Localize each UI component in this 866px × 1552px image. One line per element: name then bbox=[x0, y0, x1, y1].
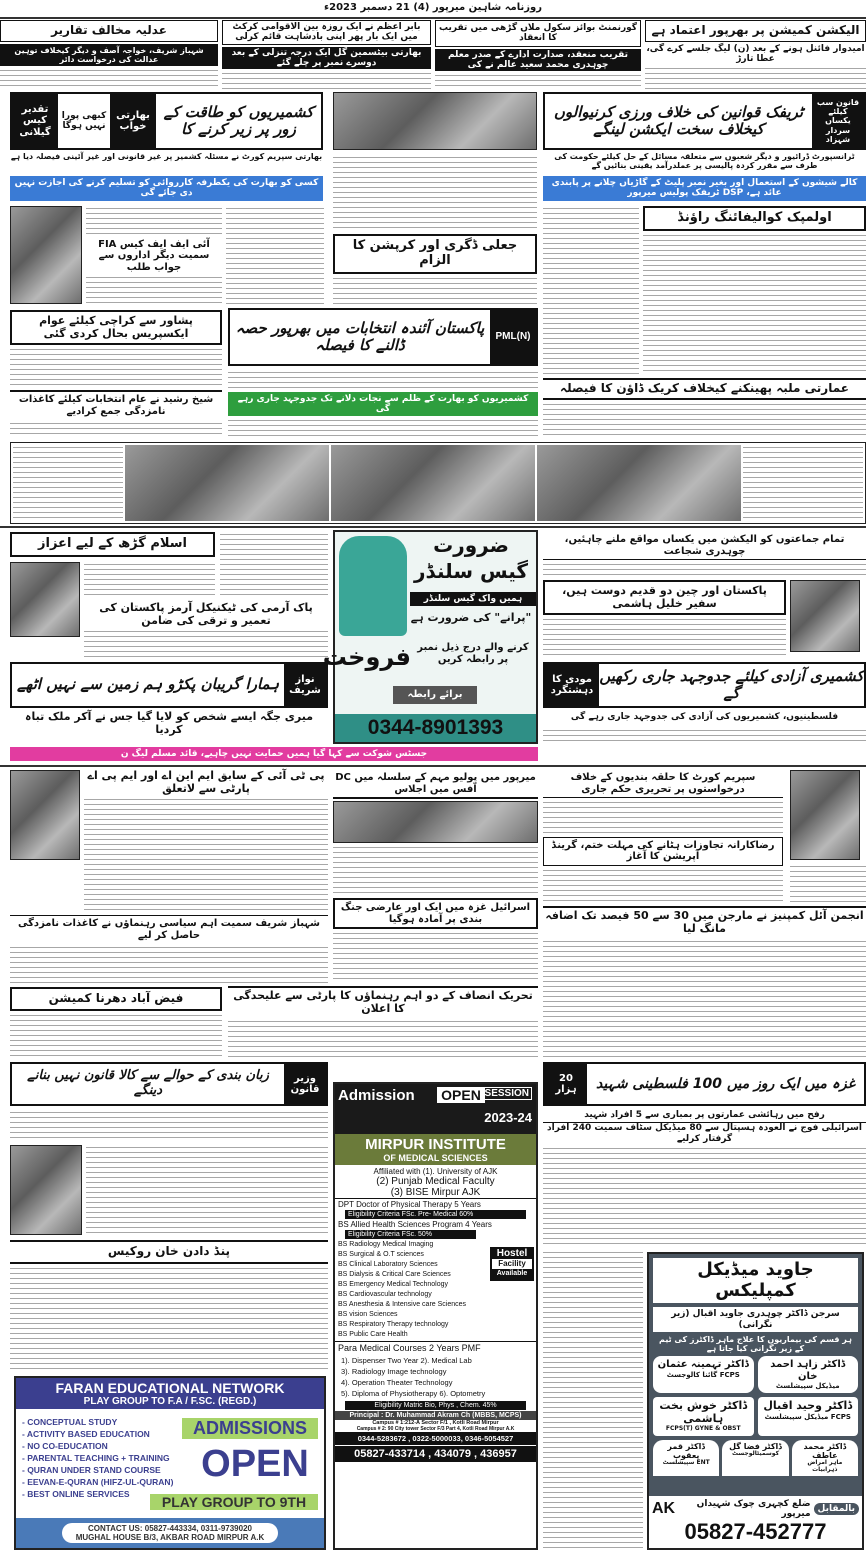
photo-dua-meeting bbox=[333, 92, 537, 150]
photo-group-1 bbox=[125, 445, 329, 521]
headline-israel: اسرائیل غزہ میں ایک اور عارضی جنگ بندی پر آمادہ ہوگیا bbox=[333, 898, 538, 929]
banner-headline: کشمیریوں کو طاقت کے زور پر زیر کرنے کا bbox=[163, 102, 314, 138]
article-body bbox=[333, 845, 538, 896]
headline-pti: پی ٹی آئی کے سابق ایم این اے اور ایم پی اے پارٹی سے لاتعلق bbox=[87, 769, 325, 795]
admission-header bbox=[335, 1084, 536, 1134]
article-body bbox=[543, 562, 866, 576]
mobile-numbers[interactable]: 0344-5283672 , 0322-5000033, 0346-5054527 bbox=[335, 1432, 536, 1445]
headline-army: پاک آرمی کی ٹیکنیکل آرمز پاکستان کی تعمیر و ترقی کی ضامن bbox=[99, 601, 313, 627]
banner-headline: ٹریفک قوانین کی خلاف ورزی کرنیوالوں کیخلاف سخت ایکشن لینگے bbox=[553, 102, 804, 138]
course: BS Clinical Laboratory Sciences bbox=[338, 1261, 438, 1268]
article-pti2 bbox=[228, 986, 538, 1058]
article-body bbox=[84, 797, 328, 911]
strip-india-court: بھارتی سپریم کورٹ نے مسئلہ کشمیر پر غیر قانونی اور غیر آئینی فیصلہ دیا ہے bbox=[10, 152, 323, 161]
doctor-name: ڈاکٹر خوش بخت ہاشمی bbox=[659, 1399, 748, 1426]
article-body bbox=[645, 66, 866, 90]
faran-header bbox=[16, 1378, 324, 1409]
ad-mirpur-institute bbox=[333, 1082, 538, 1550]
ad-faran-network bbox=[14, 1376, 326, 1550]
headline: بابر اعظم نے ایک روزہ بین الاقوامی کرکٹ میں ایک بار پھر اپنی بادشاہت قائم کرلی bbox=[222, 20, 431, 45]
headline-awam: پشاور سے کراچی کیلئے عوام ایکسپریس بحال کردی گئی bbox=[10, 310, 222, 345]
feature: - CONCEPTUAL STUDY bbox=[22, 1417, 118, 1427]
course: BS Surgical & O.T sciences bbox=[338, 1251, 424, 1258]
feature: - ACTIVITY BASED EDUCATION bbox=[22, 1429, 150, 1439]
article-body bbox=[220, 532, 328, 598]
headline-tajawuzat: رضاکارانہ تجاوزات ہٹانے کی مہلت ختم، گرینڈ آپریشن کا آغاز bbox=[543, 837, 783, 866]
doctor-row bbox=[649, 1436, 862, 1480]
article-body bbox=[86, 275, 222, 306]
gas-ad-contact-label: برائے رابطہ bbox=[393, 686, 477, 704]
nawaz-quote: میری جگہ ایسے شخص کو لایا گیا جس نے آکر ملک تباہ کردیا bbox=[25, 710, 313, 736]
banner-headline: پاکستان آئندہ انتخابات میں بھرپور حصہ ڈالنے کا فیصلہ bbox=[235, 318, 485, 354]
javed-tag: زیر نگرانی bbox=[671, 1309, 773, 1330]
article-body bbox=[10, 421, 222, 438]
banner-gaza bbox=[543, 1062, 866, 1106]
banner-kashmir bbox=[10, 92, 323, 150]
gas-ad-need: "پرانے" کی ضرورت ہے bbox=[410, 611, 532, 624]
javed-footer bbox=[649, 1496, 862, 1548]
article-body bbox=[543, 1146, 866, 1246]
subheadline: امیدوار فائنل ہونے کے بعد (ن) لیگ جلسے کرے گی، عطا تارڑ bbox=[646, 43, 865, 65]
opposite-label: بالمقابل bbox=[814, 1503, 859, 1515]
article-court bbox=[543, 770, 783, 902]
article-malba bbox=[543, 378, 866, 438]
article-faizabad bbox=[10, 987, 222, 1058]
banner-side bbox=[812, 94, 864, 148]
banner-law bbox=[10, 1062, 328, 1106]
gas-ad-sell: فروخت bbox=[322, 643, 411, 671]
headline-polio: میرپور میں پولیو مہم کے سلسلہ میں DC آفس میں اجلاس bbox=[333, 770, 538, 799]
javed-address: ضلع کچہری چوک شہیداں میرپور bbox=[696, 1499, 811, 1519]
strip-transport: ٹرانسپورٹ ڈرائیور و دیگر شعبوں سے متعلقہ مسائل کے حل کیلئے حکومت کی طرف سے مقرر کردہ پالیسی پر عملدرآمد یقینی بنائیں گے bbox=[554, 152, 855, 171]
headline-pti2: تحریک انصاف کے دو اہم رہنماؤں کا پارٹی سے علیحدگی کا اعلان bbox=[228, 986, 538, 1017]
javed-title: جاوید میڈیکل کمپلیکس bbox=[653, 1258, 858, 1303]
course: BS Cardiovascular technology bbox=[338, 1291, 432, 1298]
article-body bbox=[743, 445, 863, 521]
article-body bbox=[222, 71, 431, 90]
article-body bbox=[333, 931, 538, 982]
article-body bbox=[543, 1250, 643, 1550]
photo-group-3 bbox=[537, 445, 741, 521]
gas-ad-title2: گیس سلنڈر bbox=[413, 559, 529, 583]
photo-official bbox=[790, 770, 860, 860]
para-list bbox=[335, 1354, 536, 1400]
headline-court: سپریم کورٹ کا حلقہ بندیوں کے خلاف درخواستوں پر تحریری حکم جاری bbox=[543, 770, 783, 798]
article-china bbox=[543, 580, 786, 658]
headline-shujaat: تمام جماعتوں کو الیکشن میں یکساں مواقع ملنے چاہئیں، چوہدری شجاعت bbox=[543, 532, 866, 560]
doctor-name: ڈاکٹر زاہد احمد خان bbox=[770, 1359, 846, 1382]
article-body bbox=[86, 206, 222, 237]
banner-side: مودی کا دہشتگرد bbox=[545, 664, 599, 706]
gas-cylinder-image bbox=[339, 536, 407, 636]
article-green bbox=[228, 370, 538, 438]
article-body bbox=[10, 1013, 222, 1058]
faran-address: MUGHAL HOUSE B/3, AKBAR ROAD MIRPUR A.K bbox=[75, 1533, 265, 1542]
doctor-spec: ENT سپیشلسٹ bbox=[662, 1459, 710, 1467]
program-2: BS Allied Health Sciences Program 4 Years bbox=[338, 1220, 492, 1229]
doctor-grid bbox=[649, 1356, 862, 1435]
article-body bbox=[226, 206, 324, 304]
eligibility-3: Eligibility Matric Bio, Phys , Chem. 45% bbox=[345, 1401, 526, 1410]
photo-woman bbox=[10, 206, 82, 304]
course: BS Radiology Medical Imaging bbox=[338, 1241, 434, 1248]
session-label: SESSION bbox=[482, 1087, 532, 1100]
course: BS Anesthesia & Intensive care Sciences bbox=[338, 1301, 467, 1308]
article-body bbox=[333, 155, 537, 230]
strip-palestine: فلسطینیوں، کشمیریوں کی آزادی کی جدوجہد جاری رہے گی bbox=[570, 712, 839, 722]
strip-green: کشمیریوں کو بھارت کے ظلم سے نجات دلانے تک جدوجہد جاری رہے گی bbox=[228, 392, 538, 417]
article-pind bbox=[10, 1240, 328, 1372]
campus-1: Campus # 1:212-A Sector F/1 , Kotli Road Mirpur bbox=[372, 1420, 499, 1426]
strip-blue: کسی کو بھارت کی یکطرفہ کارروائی کو تسلیم کرنے کی اجازت نہیں دی جائے گی bbox=[10, 176, 323, 201]
principal: Principal : Dr. Muhammad Akram Ch (MBBS, MCPS) bbox=[335, 1411, 536, 1420]
feature: - PARENTAL TEACHING + TRAINING bbox=[22, 1453, 170, 1463]
course: BS Dialysis & Critical Care Sciences bbox=[338, 1271, 451, 1278]
javed-line: ہر قسم کی بیماریوں کا علاج ماہر ڈاکٹرز کی ٹیم کے زیر نگرانی کیا جاتا ہے bbox=[659, 1335, 852, 1354]
photo-polio-meeting bbox=[333, 801, 538, 843]
banner-name: سردار شہزاد bbox=[825, 125, 851, 144]
doctor-spec: کوسمیٹالوجسٹ bbox=[731, 1449, 780, 1457]
faran-title: FARAN EDUCATIONAL NETWORK bbox=[55, 1380, 285, 1396]
feature: - BEST ONLINE SERVICES bbox=[22, 1489, 130, 1499]
doctor-spec: میڈیکل سپیشلسٹ bbox=[775, 1382, 840, 1391]
masthead-date: روزنامہ شاہین میرپور (4) 21 دسمبر 2023ء bbox=[324, 2, 542, 13]
article-body bbox=[84, 629, 328, 658]
photo-group-2 bbox=[331, 445, 535, 521]
article-election-commission bbox=[645, 20, 866, 90]
course-list bbox=[335, 1239, 536, 1341]
subheadline: بھارتی بیٹسمین گل ایک درجہ تنزلی کے بعد دوسرے نمبر پر چلے گئے bbox=[222, 47, 431, 70]
article-body bbox=[543, 617, 786, 658]
article-body bbox=[228, 1019, 538, 1058]
eligibility-1: Eligibility Criteria FSc. Pre- Medical 60% bbox=[345, 1210, 526, 1219]
headline-pind: پنڈ دادن خان روکیس bbox=[10, 1240, 328, 1264]
headline: الیکشن کمیشن پر بھرپور اعتماد ہے bbox=[645, 20, 866, 42]
hostel-text: Facility bbox=[492, 1259, 532, 1269]
article-shehbaz bbox=[10, 915, 328, 983]
course: BS Public Care Health bbox=[338, 1331, 408, 1338]
article-body bbox=[790, 864, 866, 902]
headline-hospital: اسرائیلی فوج نے العودہ ہسپتال سے 80 میڈیکل سٹاف سمیت 240 افراد گرفتار کرلیے bbox=[543, 1122, 866, 1144]
article-body bbox=[543, 800, 783, 835]
para-course: 5). Diploma of Physiotherapy 6). Optometry bbox=[341, 1389, 486, 1398]
gas-ad-strip: ہمیں واک گیس سلنڈر bbox=[410, 592, 536, 606]
feature: - NO CO-EDUCATION bbox=[22, 1441, 108, 1451]
course: BS Emergency Medical Technology bbox=[338, 1281, 448, 1288]
article-body bbox=[543, 868, 783, 903]
photo-strip bbox=[10, 442, 866, 524]
affiliations bbox=[335, 1167, 536, 1198]
article-pti bbox=[84, 770, 328, 911]
photo-minister bbox=[10, 1145, 82, 1235]
feature: - EEVAN-E-QURAN (HIFZ-UL-QURAN) bbox=[22, 1477, 174, 1487]
institute-name bbox=[335, 1134, 536, 1165]
headline-china: پاکستان اور چین دو قدیم دوست ہیں، سفیر خلیل ہاشمی bbox=[543, 580, 786, 615]
divider bbox=[0, 526, 866, 528]
institute-line1: MIRPUR INSTITUTE bbox=[365, 1136, 506, 1153]
hostel-text: Hostel bbox=[496, 1248, 528, 1259]
article-body bbox=[228, 418, 538, 438]
banner-pmln bbox=[228, 308, 538, 366]
article-body bbox=[643, 233, 866, 374]
course: BS Respiratory Therapy technology bbox=[338, 1321, 449, 1328]
banner-side-label: قانون سب کیلئے یکساں bbox=[816, 98, 860, 126]
article-body bbox=[10, 1266, 328, 1372]
headline-fia: آئی ایف ایف کیس FIA سمیت دیگر اداروں سے جواب طلب bbox=[98, 238, 210, 273]
faran-contact-bar bbox=[16, 1518, 324, 1548]
side-text: تقدیر کیس گیلانی bbox=[12, 94, 58, 148]
subheadline: شہباز شریف، خواجہ آصف و دیگر کیخلاف توہین عدالت کی درخواست دائر bbox=[0, 44, 218, 66]
article-shujaat bbox=[543, 532, 866, 576]
article-body bbox=[0, 68, 218, 90]
article-body bbox=[84, 562, 215, 598]
faran-regd: (REGD.) bbox=[217, 1396, 257, 1407]
article-body bbox=[13, 445, 123, 521]
admission-word: Admission bbox=[338, 1087, 415, 1104]
faran-range: PLAY GROUP TO 9TH bbox=[150, 1494, 318, 1510]
article-school bbox=[435, 20, 641, 90]
affiliation: (3) BISE Mirpur AJK bbox=[390, 1187, 481, 1198]
headline-malba: عمارتی ملبہ پھینکنے کیخلاف کریک ڈاؤن کا فیصلہ bbox=[543, 378, 866, 400]
photo-ambassador bbox=[790, 580, 860, 652]
hostel-badge bbox=[490, 1247, 534, 1281]
article-army bbox=[84, 602, 328, 658]
banner-side bbox=[110, 94, 156, 148]
doctor-name: ڈاکٹر وحید اقبال bbox=[763, 1399, 853, 1413]
article-fia bbox=[86, 206, 222, 306]
affiliation: (2) Punjab Medical Faculty bbox=[376, 1176, 495, 1187]
side-text: بھارتی خواب bbox=[116, 109, 150, 132]
article-degree bbox=[333, 234, 537, 304]
ak-label: AK bbox=[652, 1500, 676, 1517]
gas-ad-phone[interactable]: 0344-8901393 bbox=[335, 714, 536, 742]
banner-azadi bbox=[543, 662, 866, 708]
headline-islamgarh: اسلام گڑھ کے لیے اعزاز bbox=[10, 532, 215, 557]
banner-side: وزیر قانون bbox=[284, 1064, 326, 1104]
headline: عدلیہ مخالف تقاریر bbox=[0, 20, 218, 42]
ad-gas-cylinder bbox=[322, 530, 538, 744]
headline-oil: انجمن آئل کمپنیز نے مارجن میں 30 سے 50 فیصد تک اضافہ مانگ لیا bbox=[543, 906, 866, 937]
faran-contact[interactable]: CONTACT US: 05827-443334, 0311-9739020 bbox=[88, 1524, 252, 1533]
divider bbox=[0, 17, 866, 19]
article-body bbox=[10, 1110, 328, 1140]
campus-2: Campus # 2: 90 City tower Sector F/3 Part 4, Kotli Road Mirpur A.K bbox=[356, 1426, 515, 1432]
article-body bbox=[543, 402, 866, 438]
subheadline: تقریب منعقد، صدارت ادارے کے صدر معلم چوہدری محمد سعید عالم نے کی bbox=[435, 49, 641, 72]
photo-nawaz bbox=[10, 770, 80, 860]
article-olympic bbox=[643, 206, 866, 374]
article-body bbox=[333, 276, 537, 304]
gas-ad-title: ضرورت bbox=[433, 533, 509, 557]
pmln-logo: PML(N) bbox=[490, 310, 536, 364]
session-year: 2023-24 bbox=[484, 1110, 532, 1125]
doctor-spec: FCPS میڈیکل سپیشلسٹ bbox=[764, 1413, 851, 1422]
article-gaza bbox=[543, 1110, 866, 1246]
banner-side: 20 ہزار bbox=[545, 1064, 587, 1104]
phone-numbers[interactable]: 05827-433714 , 434079 , 436957 bbox=[335, 1445, 536, 1462]
article-body bbox=[10, 945, 328, 983]
doctor-name: ڈاکٹر محمد عاطف bbox=[803, 1441, 847, 1460]
article-oil bbox=[543, 906, 866, 1058]
para-course: 1). Dispenser Two Year 2). Medical Lab bbox=[341, 1356, 472, 1365]
hostel-text: Available bbox=[496, 1270, 528, 1277]
banner-headline: غزہ میں ایک روز میں 100 فلسطینی شہید bbox=[596, 1075, 855, 1092]
program-1: DPT Doctor of Physical Therapy 5 Years bbox=[335, 1198, 536, 1210]
affiliation: Affiliated with (1). University of AJK bbox=[373, 1167, 498, 1176]
photo-man bbox=[10, 562, 80, 637]
institute-line2: OF MEDICAL SCIENCES bbox=[383, 1153, 488, 1163]
feature: - QURAN UNDER STAND COURSE bbox=[22, 1465, 161, 1475]
headline-shehbaz: شہباز شریف سمیت اہم سیاسی رہنماؤں نے کاغذات نامزدگی حاصل کر لیے bbox=[10, 915, 328, 943]
doctor-spec: ماہر امراض ذہرابیات bbox=[807, 1459, 843, 1473]
headline-rasheed: شیخ رشید نے عام انتخابات کیلئے کاغذات نامزدگی جمع کرادیے bbox=[10, 390, 222, 419]
article-awam bbox=[10, 310, 222, 388]
banner-headline: کشمیری آزادی کیلئے جدوجہد جاری رکھیں گے bbox=[599, 666, 864, 702]
headline-faizabad: فیض آباد دھرنا کمیشن bbox=[10, 987, 222, 1011]
faran-sub: PLAY GROUP TO F.A / F.SC. bbox=[83, 1396, 216, 1407]
headline-rafah: رفح میں رہائشی عمارتوں پر بمباری سے 5 افراد شہید bbox=[584, 1110, 825, 1120]
para-course: 4). Operation Theater Technology bbox=[341, 1378, 453, 1387]
banner-headline: زبان بندی کے حوالے سے کالا قانون نہیں بنانے دینگے bbox=[27, 1068, 269, 1098]
doctor-spec: FCPS(T) GYNE & OBST bbox=[665, 1424, 741, 1432]
course: BS vision Sciences bbox=[338, 1311, 398, 1318]
strip-dsp-traffic: کالے شیشوں کے استعمال اور بغیر نمبر پلیٹ کے گاڑیاں چلانے پر پابندی عائد ہے، DSP ٹریفک پولیس میرپور bbox=[543, 176, 866, 201]
article-body bbox=[543, 728, 866, 744]
banner-name: نواز شریف bbox=[284, 664, 326, 706]
side-text: کبھی پورا نہیں ہوگا bbox=[61, 110, 107, 131]
ad-javed-medical: جاوید میڈیکل کمپلیکس سرجن ڈاکٹر چوہدری جاوید اقبال (زیر نگرانی) ہر قسم کی بیماریوں کا علاج ماہر ڈاکٹرز کی ٹیم کے زیر نگرانی کیا جاتا ہے ڈاکٹر زاہد احمد خان میڈیکل سپیشلسٹ ڈاکٹر تہمینہ عثمان FCPS گائنا کالوجسٹ ڈاکٹر وحید اقبال FCPS میڈیکل سپیشلسٹ ڈاکٹر خوش بخت ہاشمی FCPS(T) GYNE & OBST ڈاکٹر محمد عاطف ماہر امراض ذہرابیات ڈاکٹر فضا گل کوسمیٹالوجسٹ ڈاکٹر قمر یعقوب ENT سپیشلسٹ بالمقابل ضلع کچہری چوک شہیداں میرپور AK 05827-452777 bbox=[647, 1252, 864, 1550]
article-body bbox=[86, 1145, 328, 1235]
article-judiciary bbox=[0, 20, 218, 90]
article-body bbox=[228, 370, 538, 390]
javed-head: سرجن ڈاکٹر چوہدری جاوید اقبال bbox=[692, 1309, 840, 1320]
eligibility-2: Eligibility Criteria FSc. 50% bbox=[345, 1230, 476, 1239]
doctor-spec: FCPS گائنا کالوجسٹ bbox=[666, 1370, 740, 1379]
faran-features bbox=[22, 1416, 173, 1500]
article-body bbox=[543, 939, 866, 1058]
article-body bbox=[543, 206, 639, 374]
article-body bbox=[10, 347, 222, 388]
divider bbox=[0, 765, 866, 767]
open-word: OPEN bbox=[437, 1087, 485, 1103]
headline-degree: جعلی ڈگری اور کرپشن کا الزام bbox=[333, 234, 537, 274]
article-polio-israel bbox=[333, 770, 538, 982]
article-body bbox=[435, 73, 641, 90]
article-rasheed bbox=[10, 390, 222, 438]
para-course: 3). Radiology Image technology bbox=[341, 1367, 447, 1376]
article-babar bbox=[222, 20, 431, 90]
banner-traffic bbox=[543, 92, 866, 150]
faran-open: OPEN bbox=[201, 1443, 309, 1485]
program-3: Para Medical Courses 2 Years PMF bbox=[335, 1341, 536, 1354]
faran-admissions: ADMISSIONS bbox=[182, 1418, 318, 1439]
headline-olympic: اولمپک کوالیفائنگ راؤنڈ bbox=[643, 206, 866, 231]
banner-nawaz bbox=[10, 662, 328, 708]
strip-pink: جسٹس شوکت سے کہا گیا ہمیں حمایت نہیں چاہیے، قائد مسلم لیگ ن bbox=[10, 747, 538, 761]
banner-headline: ہمارا گریبان پکڑو ہم زمین سے نہیں اٹھے bbox=[17, 675, 279, 694]
doctor-name: ڈاکٹر تہمینہ عثمان bbox=[657, 1359, 749, 1371]
doctor-name: ڈاکٹر قمر یعقوب bbox=[667, 1441, 705, 1460]
javed-phone[interactable]: 05827-452777 bbox=[684, 1519, 827, 1544]
gas-ad-sell-sub: کرنے والے درج ذیل نمبر پر رابطہ کریں bbox=[417, 642, 529, 665]
doctor-name: ڈاکٹر فضا گل bbox=[729, 1441, 782, 1451]
headline: گورنمنٹ بوائز سکول ملاں گڑھی میں تقریب کا انعقاد bbox=[435, 20, 641, 47]
